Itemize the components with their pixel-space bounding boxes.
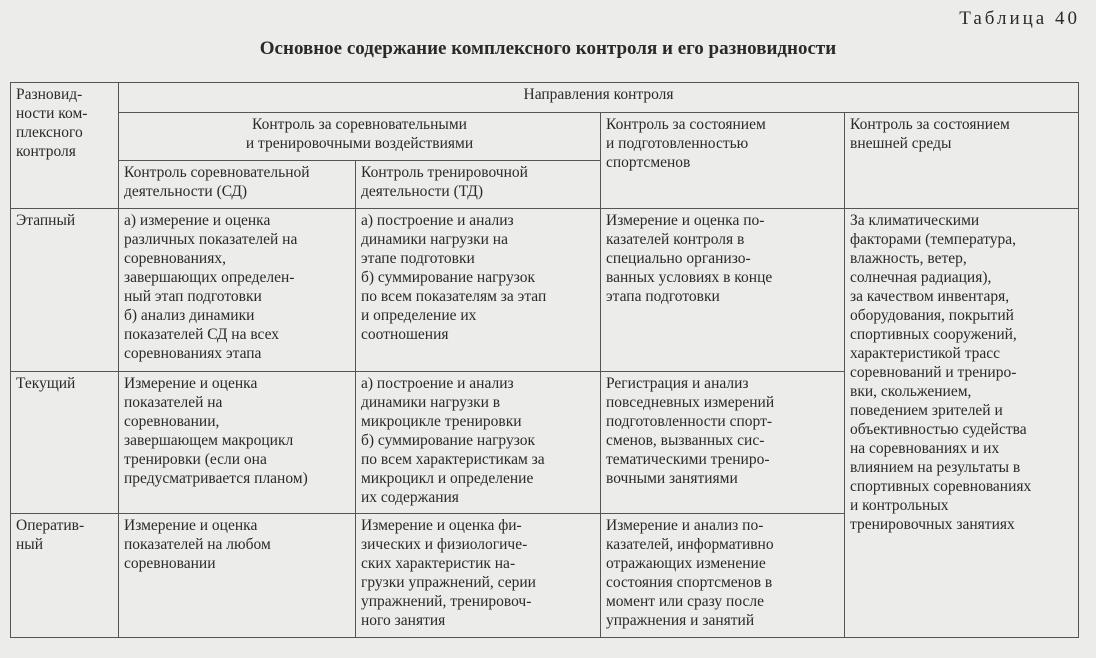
row-type-cell: Этапный <box>11 209 119 372</box>
header-athlete-state-control: Контроль за состоянием и подготовленностью спортсменов <box>601 113 845 209</box>
athletes-cell: Регистрация и анализ повседневных измерений подготовленности спорт- сменов, вызванных сис- тематическими трениро- вочными занятиями <box>601 372 845 514</box>
table-number-label: Таблица 40 <box>959 8 1080 29</box>
athletes-cell: Измерение и оценка по- казателей контроля в специально организо- ванных условиях в конце этапа подготовки <box>601 209 845 372</box>
sd-cell: Измерение и оценка показателей на любом соревновании <box>119 514 356 638</box>
header-environment-control: Контроль за состоянием внешней среды <box>845 113 1079 209</box>
page-title: Основное содержание комплексного контроля и его разновидности <box>259 38 837 59</box>
row-type-cell: Оператив- ный <box>11 514 119 638</box>
athletes-cell: Измерение и анализ по- казателей, информативно отражающих изменение состояния спортсменов в момент или сразу после упражнения и занятий <box>601 514 845 638</box>
td-cell: Измерение и оценка фи- зических и физиологиче- ских характеристик на- грузки упражнений, серии упражнений, тренировоч- ного занятия <box>356 514 601 638</box>
sd-cell: а) измерение и оценка различных показателей на соревнованиях, завершающих определен- ный этап подготовки б) анализ динамики показателей СД на всех соревнованиях этапа <box>119 209 356 372</box>
header-competition-training-control: Контроль за соревновательными и тренировочными воздействиями <box>119 113 601 161</box>
control-table <box>10 82 1079 638</box>
sd-cell: Измерение и оценка показателей на соревновании, завершающем макроцикл тренировки (если она предусматривается планом) <box>119 372 356 514</box>
td-cell: а) построение и анализ динамики нагрузки на этапе подготовки б) суммирование нагрузок по всем показателям за этап и определение их соотношения <box>356 209 601 372</box>
header-sd-control: Контроль соревновательной деятельности (СД) <box>119 161 356 209</box>
row-type-cell: Текущий <box>11 372 119 514</box>
header-control-directions: Направления контроля <box>119 83 1079 113</box>
environment-cell: За климатическими факторами (температура, влажность, ветер, солнечная радиация), за качеством инвентаря, оборудования, покрытий спортивных сооружений, характеристикой трасс соревнований и трениро- вки, скольжением, поведением зрителей и объективностью судейства на соревнованиях и их влиянием на результаты в спортивных соревнованиях и контрольных тренировочных занятиях <box>845 209 1079 638</box>
header-td-control: Контроль тренировочной деятельности (ТД) <box>356 161 601 209</box>
td-cell: а) построение и анализ динамики нагрузки в микроцикле тренировки б) суммирование нагрузок по всем характеристикам за микроцикл и определение их содержания <box>356 372 601 514</box>
header-control-types: Разновид- ности ком- плексного контроля <box>11 83 119 209</box>
table-row <box>11 209 1079 372</box>
